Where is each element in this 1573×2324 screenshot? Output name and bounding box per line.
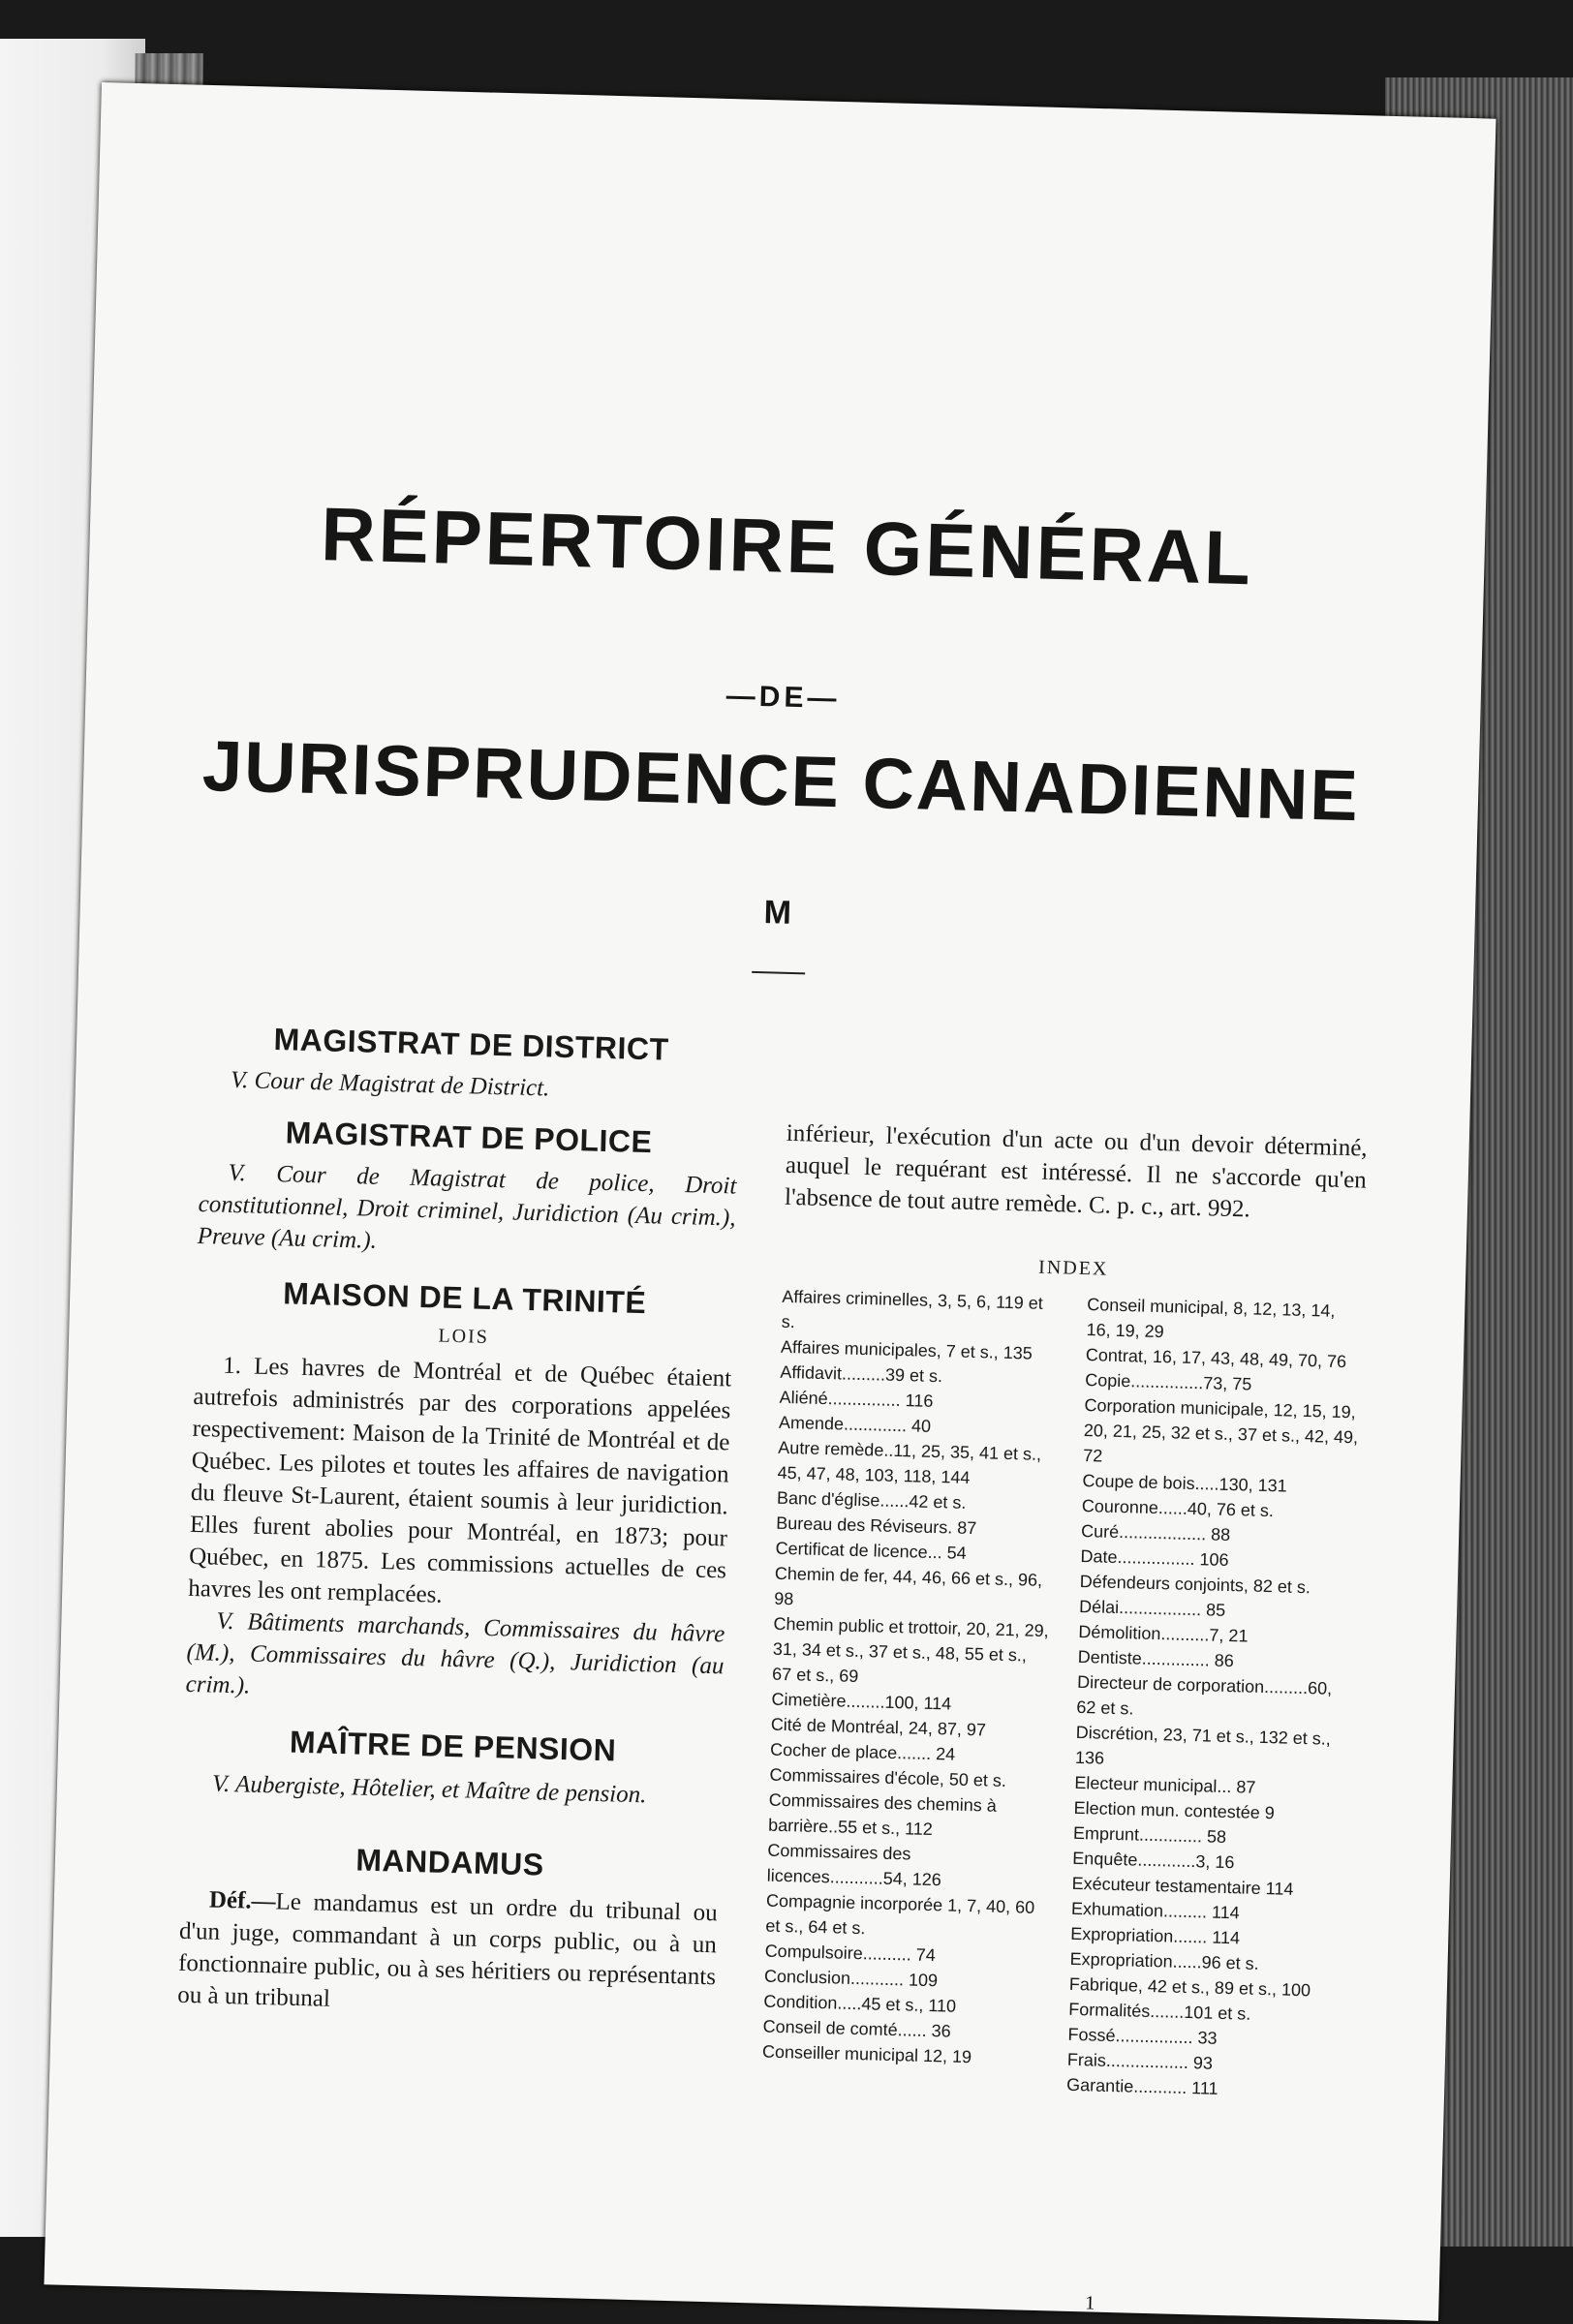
index-entry: Frais................. 93: [1066, 2049, 1214, 2073]
index-entry: Affidavit.........39 et s.: [780, 1361, 943, 1387]
index-entry: Banc d'église......42 et s.: [776, 1487, 967, 1513]
index-entry: Conseil de comté...... 36: [762, 2016, 951, 2041]
heading-magistrat-police: MAGISTRAT DE POLICE: [285, 1115, 653, 1160]
index-entry: Coupe de bois.....130, 131: [1082, 1471, 1287, 1496]
index-entry: Compagnie incorporée 1, 7, 40, 60 et s., 64 et s.: [765, 1890, 1035, 1939]
index-entry: Autre remède..11, 25, 35, 41 et s., 45, 47, 48, 103, 118, 144: [777, 1437, 1042, 1487]
title-line-3: JURISPRUDENCE CANADIENNE: [200, 724, 1361, 837]
index-entry: Date................ 106: [1080, 1545, 1229, 1570]
page-number: 1: [1085, 2292, 1095, 2314]
index-entry: Election mun. contestée 9: [1073, 1797, 1276, 1823]
index-entry: Chemin de fer, 44, 46, 66 et s., 96, 98: [773, 1563, 1043, 1609]
ref-magistrat-district: V. Cour de Magistrat de District.: [230, 1066, 550, 1102]
index-title: INDEX: [1037, 1256, 1109, 1280]
index-entry: Curé.................. 88: [1080, 1520, 1231, 1545]
heading-mandamus: MANDAMUS: [355, 1842, 545, 1882]
index-entry: Compulsoire.......... 74: [764, 1941, 937, 1966]
index-column-b: [1066, 1292, 1364, 2104]
definition-text: Le mandamus est un ordre du tribunal ou d'un juge, commandant à un corps public, ou à un fonctionnaire public, ou à ses héritiers ou représentants ou à un tribunal: [176, 1888, 719, 2012]
index-entry: Fossé................ 33: [1067, 2024, 1218, 2048]
index-entry: Cocher de place....... 24: [769, 1739, 956, 1764]
index-entry: Corporation municipale, 12, 15, 19, 20, 21, 25, 32 et s., 37 et s., 42, 49, 72: [1082, 1395, 1359, 1466]
title-line-1: RÉPERTOIRE GÉNÉRAL: [320, 491, 1255, 601]
heading-magistrat-district: MAGISTRAT DE DISTRICT: [273, 1021, 670, 1067]
index-entry: Amende............. 40: [778, 1412, 932, 1436]
index-entry: Enquête............3, 16: [1072, 1848, 1235, 1873]
index-entry: Garantie........... 111: [1065, 2074, 1218, 2098]
index-entry: Emprunt............. 58: [1072, 1822, 1227, 1848]
subheading-lois: LOIS: [438, 1325, 490, 1348]
index-entry: Couronne......40, 76 et s.: [1081, 1495, 1275, 1521]
index-entry: Contrat, 16, 17, 43, 48, 49, 70, 76: [1085, 1345, 1347, 1372]
index-entry: Affaires municipales, 7 et s., 135: [780, 1336, 1033, 1363]
ref-maitre-pension: V. Aubergiste, Hôtelier, et Maître de pension.: [211, 1770, 647, 1809]
para-mandamus-continued: inférieur, l'exécution d'un acte ou d'un devoir déterminé, auquel le requérant est intéressé. Il ne s'accorde qu'en l'absence de tout autre remède. C. p. c., art. 992.: [784, 1119, 1368, 1223]
definition-label: Déf.—: [208, 1886, 276, 1915]
index-entry: Copie...............73, 75: [1085, 1370, 1252, 1394]
index-entry: Formalités.......101 et s.: [1067, 1999, 1251, 2024]
index-entry: Conclusion........... 109: [763, 1966, 939, 1991]
index-entry: Délai................. 85: [1078, 1596, 1226, 1620]
index-entry: Electeur municipal... 87: [1074, 1772, 1256, 1797]
index-entry: Aliéné............... 116: [779, 1387, 934, 1411]
left-column: [177, 986, 742, 2025]
index-entry: Chemin public et trottoir, 20, 21, 29, 31, 34 et s., 37 et s., 48, 55 et s., 67 et s., 69: [771, 1613, 1049, 1687]
section-letter: M: [763, 894, 792, 932]
index-entry: Exécuteur testamentaire 114: [1071, 1873, 1294, 1899]
index-entry: Directeur de corporation.........60, 62 et s.: [1076, 1671, 1333, 1719]
index-entry: Conseiller municipal 12, 19: [761, 2041, 972, 2067]
index-entry: Expropriation....... 114: [1070, 1923, 1241, 1948]
index-entry: Fabrique, 42 et s., 89 et s., 100: [1068, 1973, 1311, 2001]
title-line-2: —DE—: [725, 680, 841, 716]
index-entry: Discrétion, 23, 71 et s., 132 et s., 136: [1074, 1722, 1332, 1768]
index-entry: Commissaires des licences...........54, 126: [766, 1840, 942, 1890]
heading-maitre-pension: MAÎTRE DE PENSION: [289, 1724, 617, 1768]
ref-magistrat-police: V. Cour de Magistrat de police, Droit constitutionnel, Droit criminel, Juridiction (Au crim.), Preuve (Au crim.).: [197, 1159, 737, 1254]
para-mandamus: [177, 1883, 718, 2025]
index-columns: [761, 1284, 1364, 2104]
index-entry: Cité de Montréal, 24, 87, 97: [770, 1714, 987, 1740]
index-entry: Bureau des Réviseurs. 87: [776, 1513, 977, 1539]
para-maison-trinite: 1. Les havres de Montréal et de Québec étaient autrefois administrés par des corporations appelées respectivement: Maison de la Trinité de Montréal et de Québec. Les pilotes et toutes les affaires de navigation du fleuve St-Laurent, étaient soumis à leur juridiction. Elles furent abolies pour Montréal, en 1873; pour Québec, en 1875. Les commissions actuelles de ces havres les ont remplacées.: [187, 1352, 732, 1608]
ref-maison-trinite: V. Bâtiments marchands, Commissaires du hâvre (M.), Commissaires du hâvre (Q.), Juridiction (au crim.).: [185, 1607, 725, 1699]
index-entry: Exhumation......... 114: [1070, 1898, 1240, 1923]
index-entry: Conseil municipal, 8, 12, 13, 14, 16, 19, 29: [1086, 1295, 1336, 1342]
heading-maison-trinite: MAISON DE LA TRINITÉ: [282, 1275, 647, 1321]
index-entry: Commissaires d'école, 50 et s.: [769, 1764, 1007, 1791]
index-entry: Expropriation......96 et s.: [1069, 1948, 1259, 1973]
index-entry: Défendeurs conjoints, 82 et s.: [1079, 1571, 1311, 1598]
index-entry: Certificat de licence... 54: [775, 1538, 967, 1563]
index-entry: Commissaires des chemins à barrière..55 et s., 112: [767, 1789, 998, 1840]
index-entry: Démolition..........7, 21: [1078, 1621, 1249, 1646]
index-entry: Condition.....45 et s., 110: [763, 1991, 957, 2016]
right-column: [761, 1001, 1371, 2104]
index-entry: Dentiste.............. 86: [1077, 1646, 1235, 1671]
divider: [752, 971, 805, 974]
index-entry: Affaires criminelles, 3, 5, 6, 119 et s.: [781, 1286, 1044, 1332]
index-column-a: [761, 1284, 1059, 2096]
index-entry: Cimetière........100, 114: [771, 1689, 952, 1714]
book-page: [44, 82, 1496, 2321]
